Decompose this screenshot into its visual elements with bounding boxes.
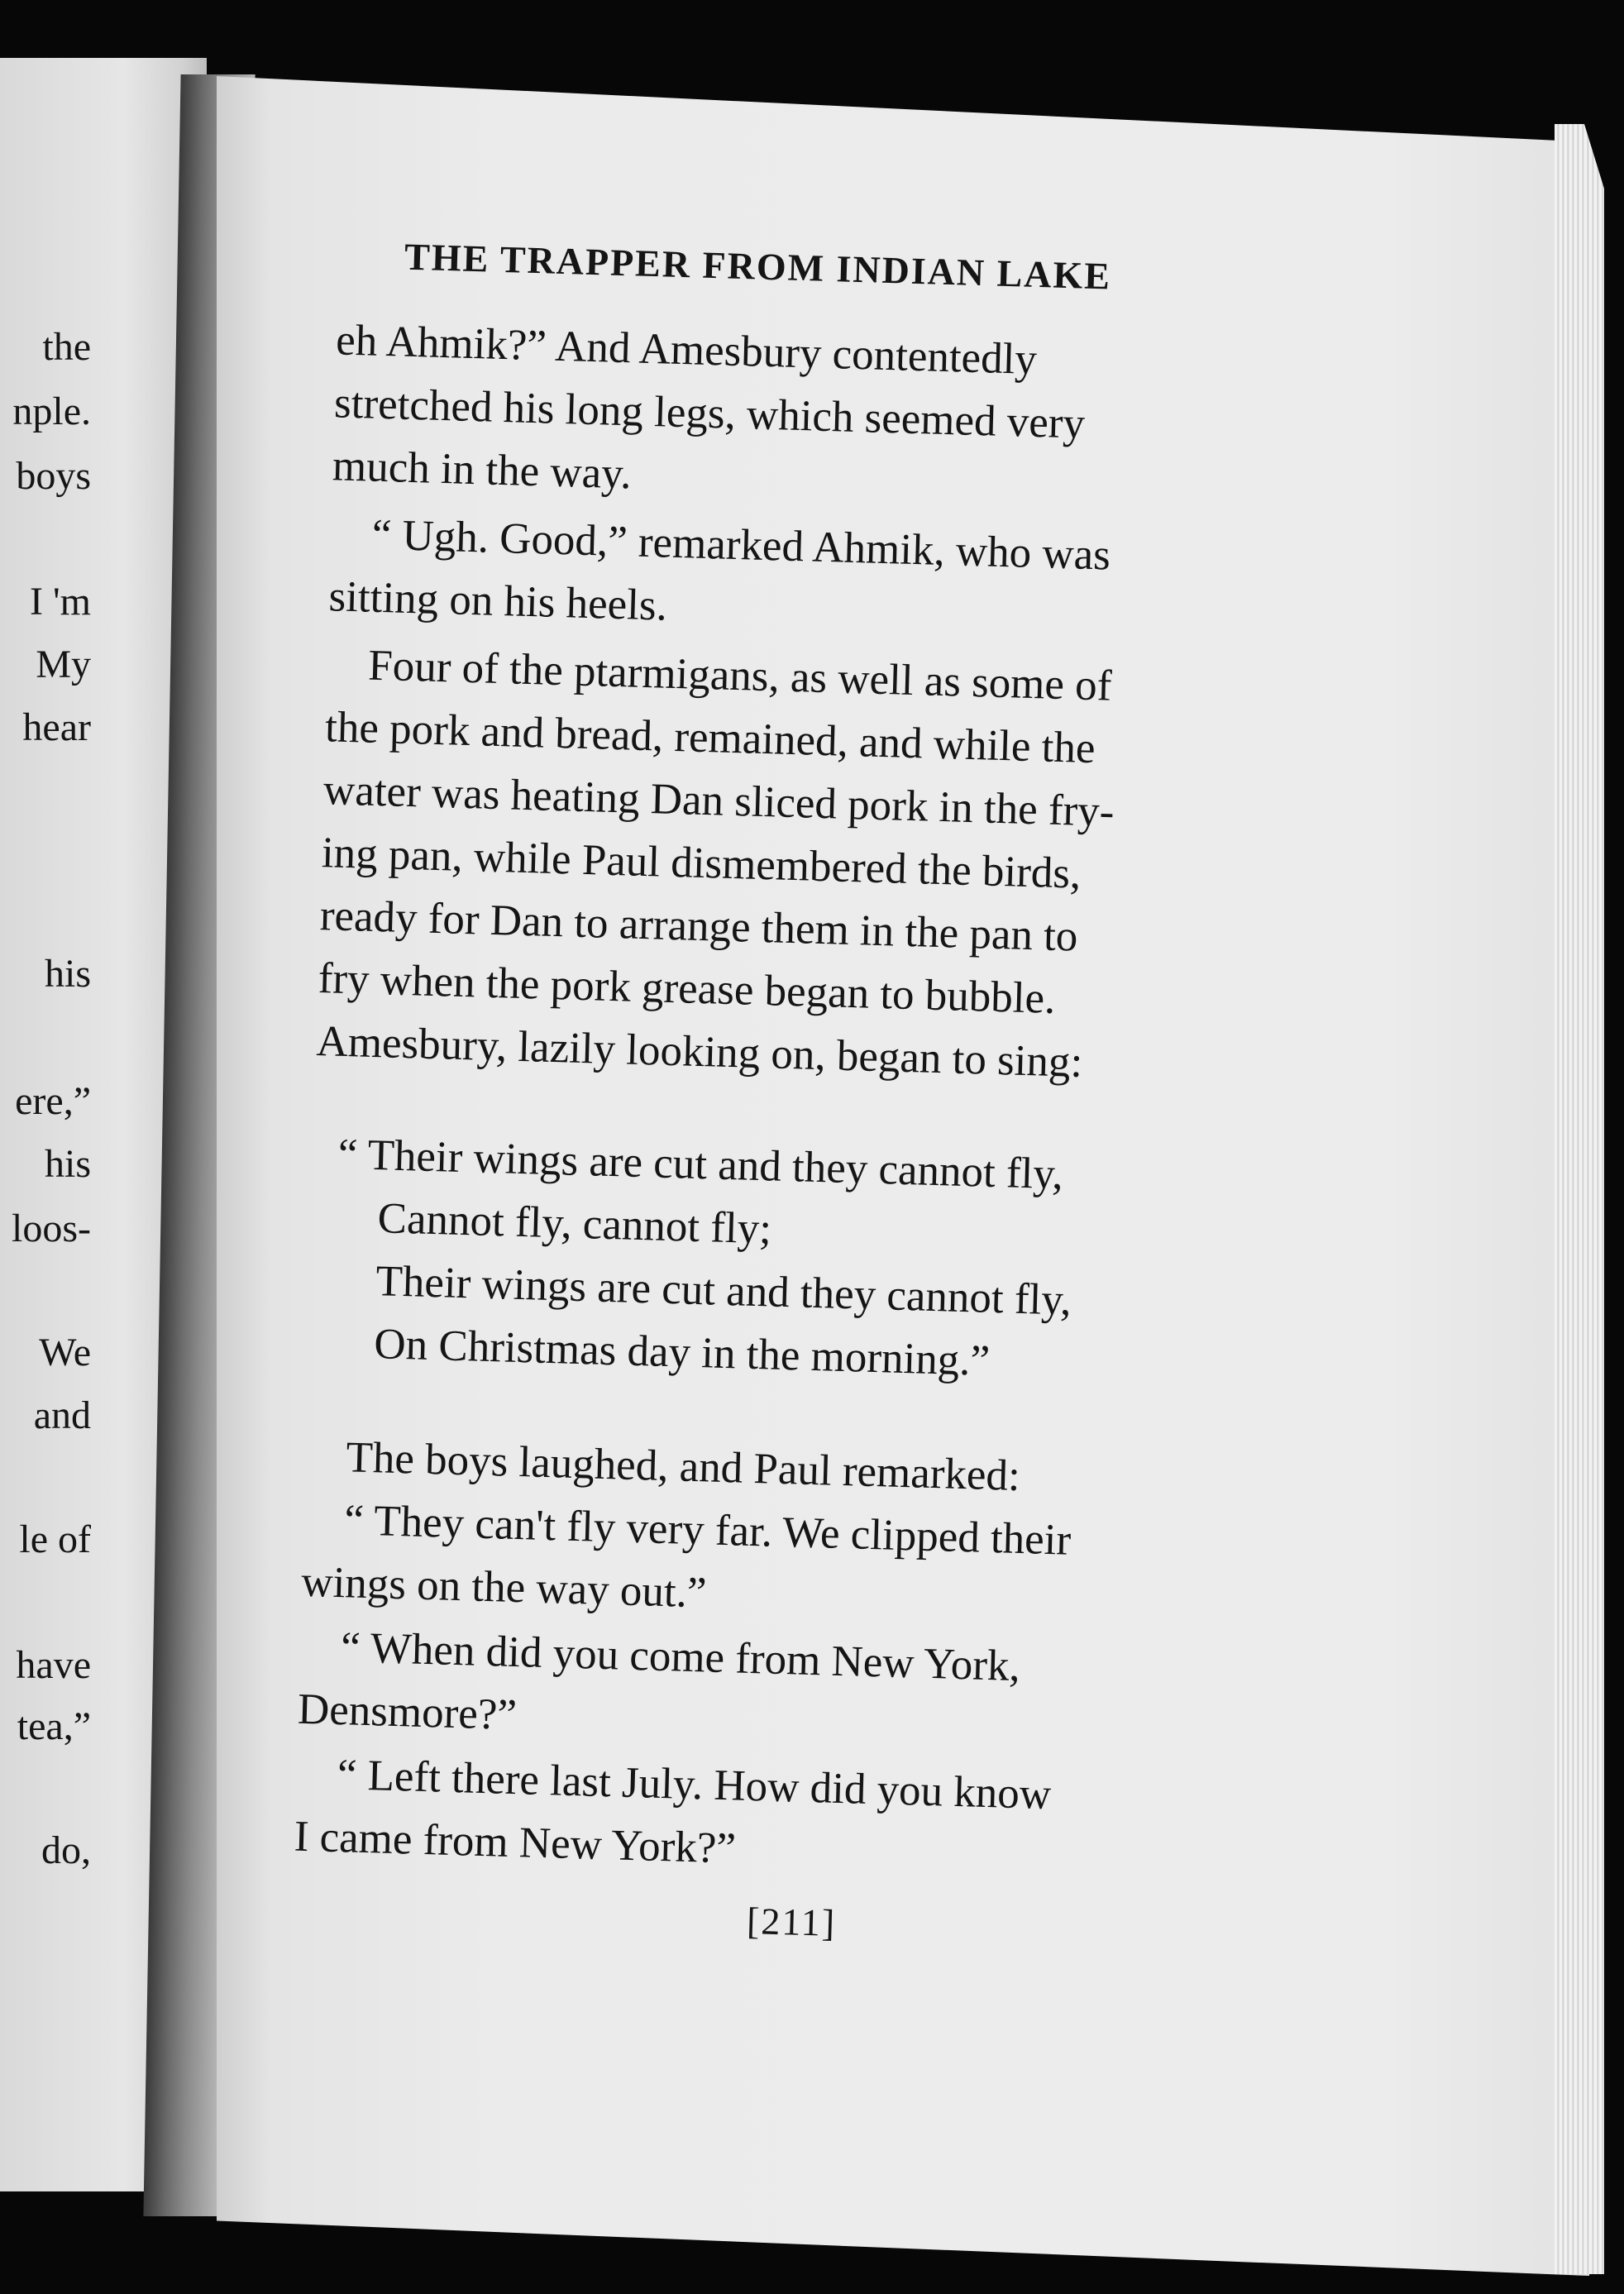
text-line: water was heating Dan sliced pork in the fry-: [322, 766, 1115, 836]
left-fragment: loos-: [12, 1207, 91, 1250]
text-line: “ Left there last July. How did you know: [337, 1751, 1052, 1819]
verse-line: Their wings are cut and they cannot fly,: [375, 1257, 1072, 1325]
text-line: ready for Dan to arrange them in the pan to: [319, 891, 1079, 961]
text-line: sitting on his heels.: [327, 572, 668, 630]
text-line: Densmore?”: [297, 1685, 518, 1740]
left-fragment: tea,”: [17, 1704, 91, 1748]
text-line: eh Ahmik?” And Amesbury contentedly: [335, 316, 1038, 385]
text-line: much in the way.: [332, 442, 633, 499]
text-line: Amesbury, lazily looking on, began to sing:: [315, 1017, 1084, 1087]
verse-line: “ Their wings are cut and they cannot fly,: [337, 1130, 1064, 1199]
left-fragment: do,: [41, 1828, 91, 1872]
left-fragment: have: [16, 1643, 91, 1687]
text-line: “ When did you come from New York,: [340, 1623, 1021, 1691]
left-fragment: nple.: [12, 390, 91, 433]
text-line: ing pan, while Paul dismembered the birds,: [321, 829, 1082, 898]
text-line: fry when the pork grease began to bubble.: [317, 954, 1057, 1023]
verse-line: On Christmas day in the morning.”: [373, 1320, 991, 1385]
running-head: THE TRAPPER FROM INDIAN LAKE: [404, 235, 1112, 298]
text-line: the pork and bread, remained, and while the: [324, 703, 1096, 773]
page-stack-edge: [1555, 124, 1604, 2274]
left-fragment: le of: [19, 1517, 91, 1561]
text-line: Four of the ptarmigans, as well as some of: [367, 641, 1113, 710]
left-page-text: [0, 0, 91, 2294]
left-fragment: My: [36, 643, 91, 686]
left-fragment: and: [33, 1393, 91, 1437]
verse-line: Cannot fly, cannot fly;: [376, 1194, 772, 1254]
left-fragment: his: [44, 952, 91, 996]
left-fragment: I 'm: [30, 580, 91, 624]
left-fragment: boys: [16, 454, 91, 498]
left-fragment: We: [39, 1331, 91, 1374]
text-line: “ They can't fly very far. We clipped their: [343, 1496, 1072, 1565]
left-fragment: the: [42, 325, 91, 369]
left-fragment: ere,”: [15, 1079, 91, 1123]
left-fragment: hear: [22, 705, 91, 749]
left-fragment: his: [44, 1142, 91, 1186]
text-line: “ Ugh. Good,” remarked Ahmik, who was: [370, 510, 1111, 580]
page-number: [211]: [746, 1899, 837, 1944]
text-line: stretched his long legs, which seemed very: [333, 379, 1086, 448]
text-line: wings on the way out.”: [300, 1557, 708, 1618]
right-page-text: [248, 232, 1421, 2032]
text-line: I came from New York?”: [294, 1812, 737, 1873]
text-line: The boys laughed, and Paul remarked:: [345, 1433, 1021, 1500]
